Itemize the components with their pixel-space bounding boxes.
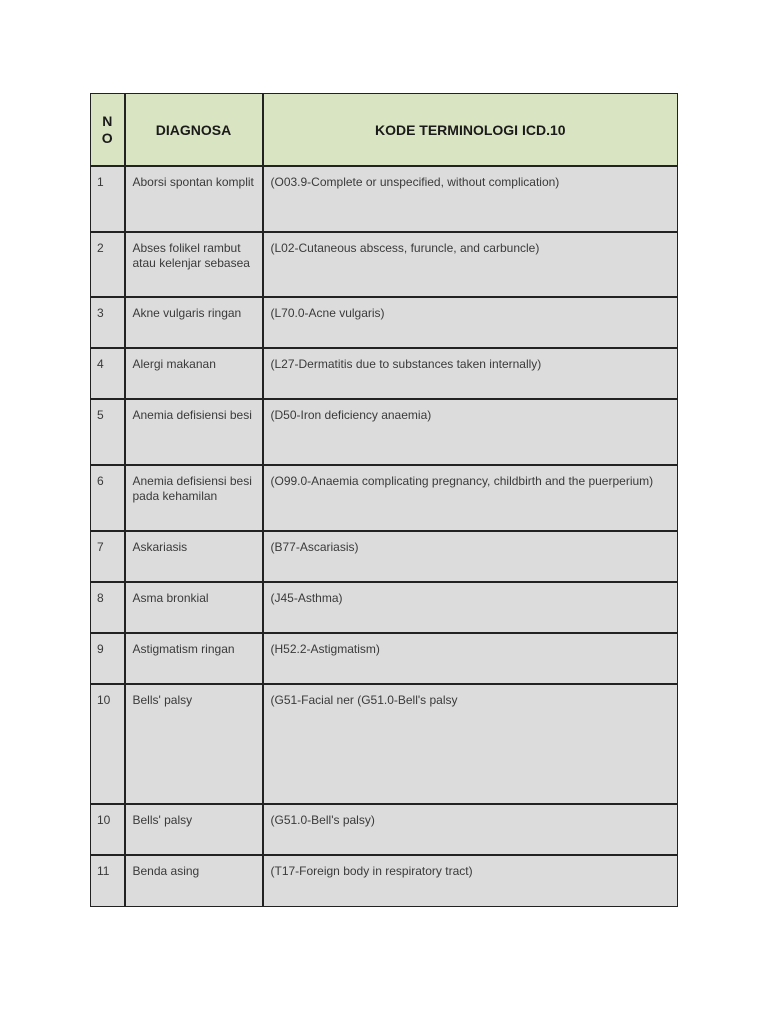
row-no-cell bbox=[91, 232, 125, 297]
header-diagnosa: DIAGNOSA bbox=[125, 94, 263, 167]
row-kode: (L02-Cutaneous abscess, furuncle, and carbuncle) bbox=[270, 241, 540, 255]
table-row bbox=[91, 855, 678, 906]
row-diagnosa: Anemia defisiensi besi pada kehamilan bbox=[132, 474, 252, 503]
row-no: 6 bbox=[97, 474, 104, 488]
row-diagnosa-cell bbox=[125, 582, 263, 633]
row-no-cell bbox=[91, 399, 125, 465]
row-diagnosa: Aborsi spontan komplit bbox=[132, 175, 254, 189]
row-no-cell bbox=[91, 166, 125, 232]
row-no: 8 bbox=[97, 591, 104, 605]
row-kode: (D50-Iron deficiency anaemia) bbox=[270, 408, 432, 422]
row-no: 5 bbox=[97, 408, 104, 422]
row-diagnosa: Bells' palsy bbox=[132, 693, 193, 707]
row-no-cell bbox=[91, 465, 125, 531]
row-diagnosa-cell bbox=[125, 855, 263, 906]
row-kode-cell bbox=[263, 399, 678, 465]
row-diagnosa-cell bbox=[125, 804, 263, 855]
row-diagnosa: Asma bronkial bbox=[132, 591, 209, 605]
row-diagnosa: Benda asing bbox=[132, 864, 200, 878]
table-row bbox=[91, 297, 678, 348]
row-kode-cell bbox=[263, 684, 678, 804]
row-diagnosa-cell bbox=[125, 399, 263, 465]
row-diagnosa: Anemia defisiensi besi bbox=[132, 408, 252, 422]
table-row bbox=[91, 232, 678, 297]
row-no: 10 bbox=[97, 813, 111, 827]
row-kode: (G51-Facial ner (G51.0-Bell's palsy bbox=[270, 693, 458, 707]
row-no-cell bbox=[91, 582, 125, 633]
row-kode: (O03.9-Complete or unspecified, without complication) bbox=[270, 175, 560, 189]
row-no: 3 bbox=[97, 306, 104, 320]
row-kode-cell bbox=[263, 465, 678, 531]
row-no: 9 bbox=[97, 642, 104, 656]
row-diagnosa: Abses folikel rambut atau kelenjar sebasea bbox=[132, 241, 250, 270]
row-no: 7 bbox=[97, 540, 104, 554]
row-diagnosa-cell bbox=[125, 531, 263, 582]
row-no-cell bbox=[91, 633, 125, 684]
header-no bbox=[91, 94, 125, 167]
table-row bbox=[91, 465, 678, 531]
icd10-table bbox=[90, 93, 678, 907]
row-no-cell bbox=[91, 684, 125, 804]
header-no-line2: O bbox=[101, 129, 113, 146]
table-row bbox=[91, 582, 678, 633]
row-diagnosa-cell bbox=[125, 348, 263, 399]
row-diagnosa-cell bbox=[125, 465, 263, 531]
row-diagnosa-cell bbox=[125, 684, 263, 804]
row-diagnosa-cell bbox=[125, 297, 263, 348]
table-row bbox=[91, 684, 678, 804]
row-kode-cell bbox=[263, 348, 678, 399]
row-no: 1 bbox=[97, 175, 104, 189]
table-header-row bbox=[91, 94, 678, 167]
row-kode-cell bbox=[263, 582, 678, 633]
row-diagnosa: Bells' palsy bbox=[132, 813, 193, 827]
row-kode-cell bbox=[263, 855, 678, 906]
row-diagnosa-cell bbox=[125, 166, 263, 232]
table-row bbox=[91, 633, 678, 684]
row-no-cell bbox=[91, 855, 125, 906]
row-no: 4 bbox=[97, 357, 104, 371]
row-kode: (H52.2-Astigmatism) bbox=[270, 642, 380, 656]
row-no: 10 bbox=[97, 693, 111, 707]
row-kode-cell bbox=[263, 531, 678, 582]
row-no-cell bbox=[91, 531, 125, 582]
row-no-cell bbox=[91, 348, 125, 399]
header-no-line1: N bbox=[102, 112, 113, 129]
row-no-cell bbox=[91, 804, 125, 855]
row-kode: (J45-Asthma) bbox=[270, 591, 343, 605]
row-kode: (G51.0-Bell's palsy) bbox=[270, 813, 375, 827]
row-no-cell bbox=[91, 297, 125, 348]
row-kode-cell bbox=[263, 232, 678, 297]
row-diagnosa-cell bbox=[125, 232, 263, 297]
row-kode: (B77-Ascariasis) bbox=[270, 540, 359, 554]
row-diagnosa: Akne vulgaris ringan bbox=[132, 306, 242, 320]
header-kode-icd10: KODE TERMINOLOGI ICD.10 bbox=[263, 94, 678, 167]
row-kode-cell bbox=[263, 166, 678, 232]
row-no: 2 bbox=[97, 241, 104, 255]
row-kode: (L70.0-Acne vulgaris) bbox=[270, 306, 385, 320]
table-row bbox=[91, 531, 678, 582]
row-kode: (T17-Foreign body in respiratory tract) bbox=[270, 864, 473, 878]
row-kode-cell bbox=[263, 297, 678, 348]
row-diagnosa-cell bbox=[125, 633, 263, 684]
row-diagnosa: Astigmatism ringan bbox=[132, 642, 235, 656]
row-diagnosa: Askariasis bbox=[132, 540, 188, 554]
row-kode-cell bbox=[263, 633, 678, 684]
row-diagnosa: Alergi makanan bbox=[132, 357, 216, 371]
row-kode: (O99.0-Anaemia complicating pregnancy, childbirth and the puerperium) bbox=[270, 474, 654, 488]
row-no: 11 bbox=[97, 864, 110, 878]
table-row bbox=[91, 804, 678, 855]
table-row bbox=[91, 399, 678, 465]
row-kode: (L27-Dermatitis due to substances taken internally) bbox=[270, 357, 542, 371]
table-row bbox=[91, 348, 678, 399]
table-row bbox=[91, 166, 678, 232]
row-kode-cell bbox=[263, 804, 678, 855]
